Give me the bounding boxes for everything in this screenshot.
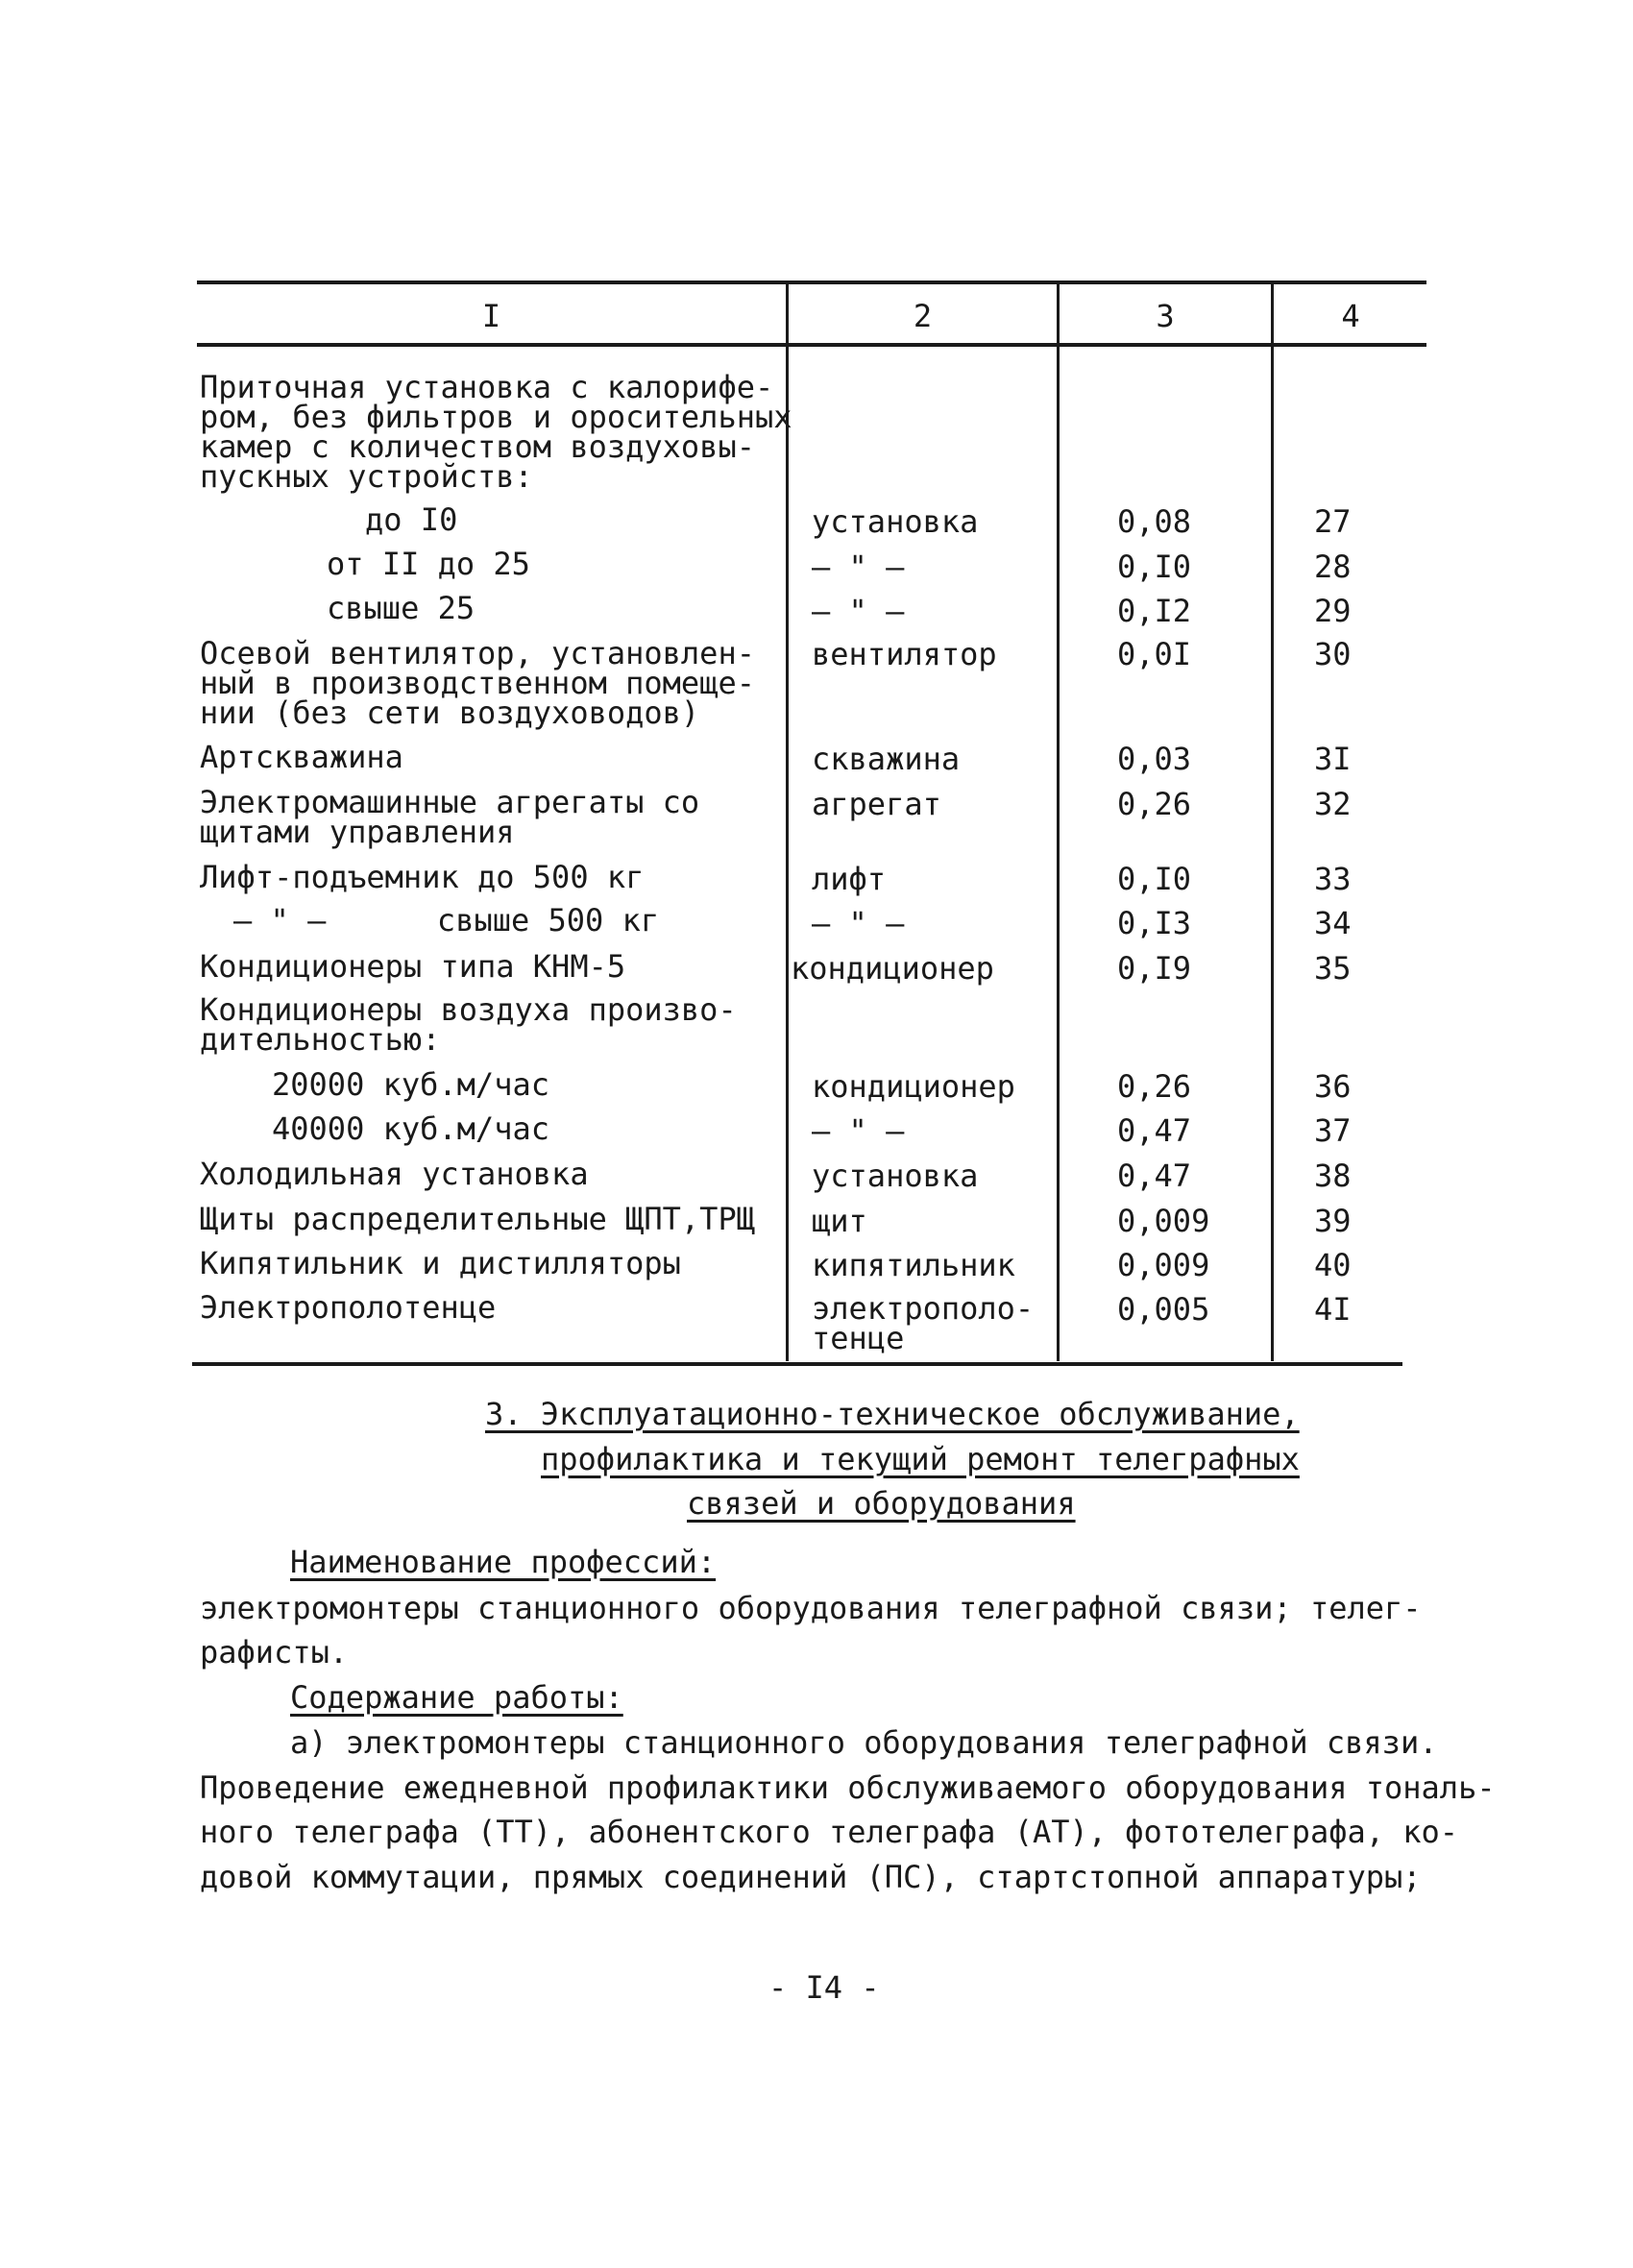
table-cell-value: 0,47 (1117, 1112, 1192, 1149)
table-cell-unit: щит (812, 1203, 867, 1239)
table-cell-name: 20000 куб.м/час (272, 1066, 549, 1103)
table-cell-unit: кондиционер (791, 950, 994, 987)
table-col-divider-3 (1271, 283, 1274, 1361)
table-cell-num: 34 (1314, 905, 1352, 941)
table-cell-unit: вентилятор (812, 636, 997, 672)
table-col-divider-2 (1057, 283, 1060, 1361)
table-cell-num: 27 (1314, 503, 1352, 540)
table-cell-name: от II до 25 (327, 546, 530, 582)
table-cell-num: 35 (1314, 950, 1352, 987)
table-cell-unit: установка (812, 503, 979, 540)
table-cell-unit: — " — (812, 1112, 905, 1149)
table-cell-num: 4I (1314, 1291, 1352, 1328)
table-cell-name: Лифт-подъемник до 500 кг (200, 859, 645, 895)
content-text-line-3: ного телеграфа (ТТ), абонентского телеграфа (АТ), фототелеграфа, ко- (200, 1814, 1459, 1850)
table-cell-value: 0,009 (1117, 1247, 1210, 1283)
table-cell-value: 0,I0 (1117, 549, 1192, 585)
table-cell-num: 36 (1314, 1068, 1352, 1105)
content-text-line-4: довой коммутации, прямых соединений (ПС), стартстопной аппаратуры; (200, 1859, 1422, 1895)
table-cell-value: 0,I3 (1117, 905, 1192, 941)
table-cell-value: 0,03 (1117, 741, 1192, 777)
table-cell-value: 0,26 (1117, 1068, 1192, 1105)
professions-label: Наименование профессий: (290, 1544, 717, 1580)
table-cell-unit: электрополо- тенце (812, 1290, 1035, 1356)
table-header-col-3: 3 (1156, 298, 1175, 334)
table-cell-value: 0,I2 (1117, 593, 1192, 629)
table-cell-name: Кондиционеры воздуха произво- дительностью: (200, 991, 737, 1058)
table-cell-num: 30 (1314, 636, 1352, 672)
table-cell-unit: — " — (812, 905, 905, 941)
table-cell-num: 40 (1314, 1247, 1352, 1283)
table-cell-unit: установка (812, 1158, 979, 1194)
page-number: - I4 - (768, 1969, 880, 2006)
table-header-col-4: 4 (1341, 298, 1360, 334)
table-cell-unit: агрегат (812, 786, 941, 822)
table-cell-num: 39 (1314, 1203, 1352, 1239)
table-cell-value: 0,47 (1117, 1158, 1192, 1194)
table-cell-value: 0,26 (1117, 786, 1192, 822)
table-cell-name: Кондиционеры типа КНМ-5 (200, 948, 626, 985)
table-header-col-2: 2 (913, 298, 933, 334)
table-cell-name: Кипятильник и дистилляторы (200, 1245, 681, 1281)
table-cell-num: 28 (1314, 549, 1352, 585)
table-top-rule (197, 280, 1426, 284)
table-header-col-1: I (481, 298, 501, 334)
table-cell-name: Артскважина (200, 739, 403, 775)
table-cell-unit: лифт (812, 861, 887, 897)
table-cell-value: 0,I9 (1117, 950, 1192, 987)
table-cell-unit: скважина (812, 741, 961, 777)
table-cell-unit: — " — (812, 549, 905, 585)
table-cell-unit: — " — (812, 593, 905, 629)
table-cell-num: 32 (1314, 786, 1352, 822)
table-cell-name: Электромашинные агрегаты со щитами управления (200, 784, 700, 850)
professions-text-line-2: рафисты. (200, 1634, 349, 1671)
table-cell-value: 0,0I (1117, 636, 1192, 672)
table-cell-num: 29 (1314, 593, 1352, 629)
table-cell-unit: кондиционер (812, 1068, 1015, 1105)
content-text-line-1: а) электромонтеры станционного оборудования телеграфной связи. (290, 1724, 1438, 1761)
table-header-rule (197, 343, 1426, 347)
table-cell-unit: кипятильник (812, 1247, 1015, 1283)
table-bottom-rule (192, 1362, 1402, 1366)
table-cell-name: — " — свыше 500 кг (233, 902, 660, 939)
table-cell-value: 0,08 (1117, 503, 1192, 540)
table-cell-num: 3I (1314, 741, 1352, 777)
table-cell-value: 0,I0 (1117, 861, 1192, 897)
table-cell-name: Осевой вентилятор, установлен- ный в производственном помеще- нии (без сети воздуховодов) (200, 635, 755, 731)
content-text-line-2: Проведение ежедневной профилактики обслуживаемого оборудования тональ- (200, 1769, 1496, 1806)
section-title-line-1: 3. Эксплуатационно-техническое обслуживание, (485, 1396, 1300, 1432)
table-cell-value: 0,009 (1117, 1203, 1210, 1239)
table-cell-name: Электрополотенце (200, 1289, 497, 1326)
table-cell-name: Щиты распределительные ЩПТ,ТРЩ (200, 1201, 755, 1237)
content-label: Содержание работы: (290, 1679, 623, 1716)
table-cell-name: до I0 (365, 501, 458, 538)
table-cell-num: 38 (1314, 1158, 1352, 1194)
section-title-line-2: профилактика и текущий ремонт телеграфных (541, 1441, 1300, 1477)
table-cell-name: свыше 25 (327, 590, 475, 626)
table-cell-value: 0,005 (1117, 1291, 1210, 1328)
table-cell-name: 40000 куб.м/час (272, 1110, 549, 1147)
professions-text-line-1: электромонтеры станционного оборудования телеграфной связи; телег- (200, 1590, 1422, 1626)
table-cell-num: 33 (1314, 861, 1352, 897)
table-cell-name: Приточная установка с калорифе- ром, без фильтров и оросительных камер с количеством воздуховы- пускных устройств: (200, 369, 792, 495)
table-cell-name: Холодильная установка (200, 1156, 589, 1192)
table-cell-num: 37 (1314, 1112, 1352, 1149)
section-title-line-3: связей и оборудования (687, 1485, 1076, 1522)
